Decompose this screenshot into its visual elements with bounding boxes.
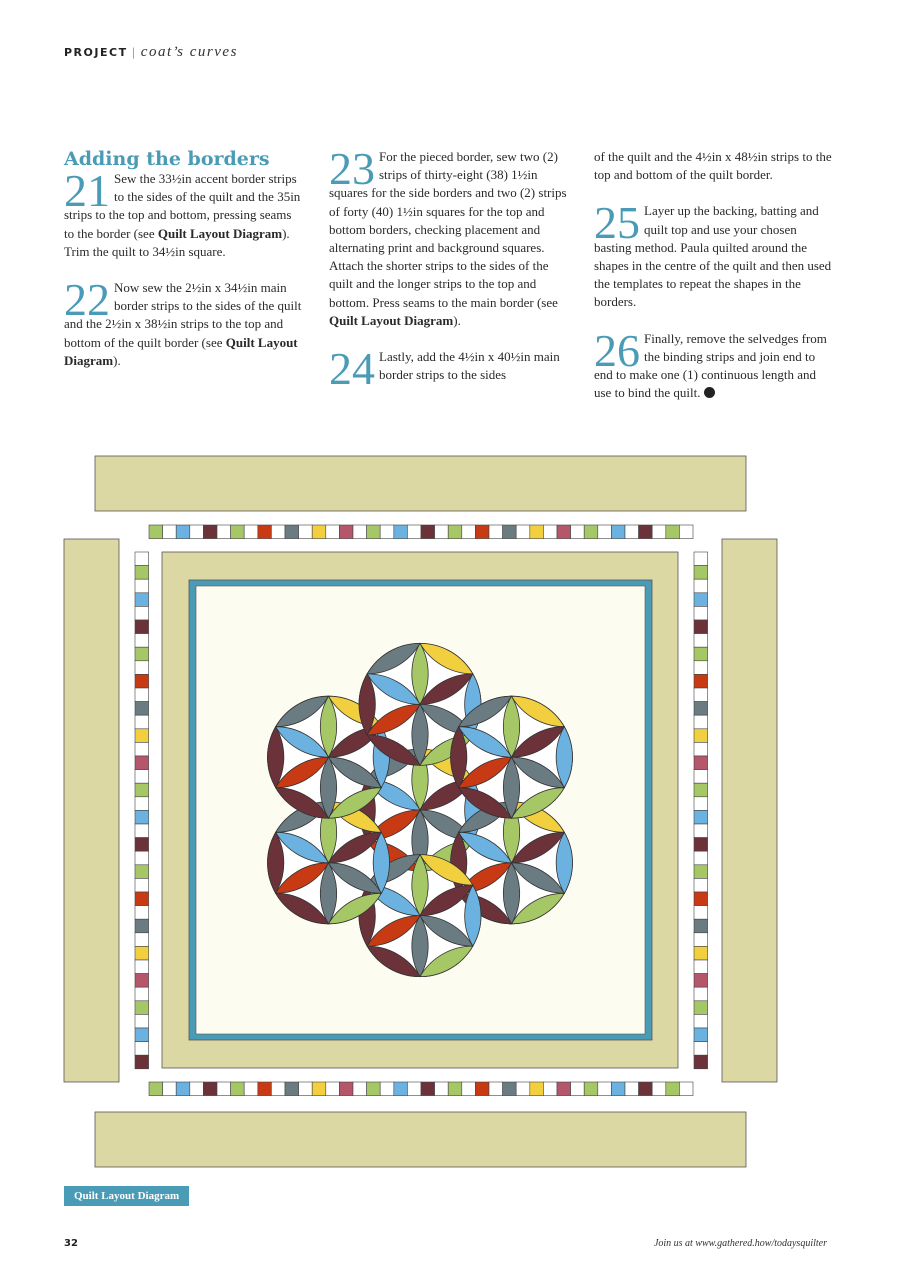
strip-square xyxy=(135,974,149,988)
strip-square xyxy=(694,919,708,933)
strip-square xyxy=(516,525,530,539)
strip-square xyxy=(694,974,708,988)
project-title: coat’s curves xyxy=(140,44,238,60)
strip-square xyxy=(694,552,708,566)
strip-square xyxy=(135,865,149,879)
strip-square xyxy=(135,878,149,892)
strip-square xyxy=(163,1082,177,1096)
strip-square xyxy=(694,1042,708,1056)
strip-square xyxy=(135,987,149,1001)
diagram-caption: Quilt Layout Diagram xyxy=(64,1186,189,1206)
strip-square xyxy=(271,1082,285,1096)
strip-square xyxy=(190,525,204,539)
strip-square xyxy=(694,674,708,688)
strip-square xyxy=(694,729,708,743)
step-text-end: ). xyxy=(453,312,461,328)
strip-square xyxy=(625,525,639,539)
strip-square xyxy=(503,525,517,539)
strip-square xyxy=(135,770,149,784)
strip-square xyxy=(557,1082,571,1096)
strip-square xyxy=(530,525,544,539)
strip-square xyxy=(694,620,708,634)
strip-square xyxy=(543,525,557,539)
strip-square xyxy=(625,1082,639,1096)
strip-square xyxy=(380,525,394,539)
column-1 xyxy=(64,148,304,388)
strip-square xyxy=(666,525,680,539)
strip-square xyxy=(176,1082,190,1096)
step-24-continued xyxy=(594,148,834,184)
strip-square xyxy=(694,960,708,974)
strip-square xyxy=(135,946,149,960)
strip-square xyxy=(584,1082,598,1096)
step-text: Lastly, add the 4½in x 40½in main border strips to the sides xyxy=(379,349,560,383)
strip-square xyxy=(694,606,708,620)
strip-square xyxy=(163,525,177,539)
strip-square xyxy=(694,797,708,811)
strip-square xyxy=(421,525,435,539)
step-number: 25 xyxy=(594,197,640,249)
strip-square xyxy=(231,525,245,539)
step-text-end: ). xyxy=(113,352,121,368)
strip-square xyxy=(694,838,708,852)
step-text: Finally, remove the selvedges from the binding strips and join end to end to make one (1) continuous length and use to bind the quilt. xyxy=(594,330,827,401)
step-number: 23 xyxy=(329,143,375,194)
strip-square xyxy=(339,525,353,539)
strip-square xyxy=(694,770,708,784)
footer-link: Join us at www.gathered.how/todaysquilter xyxy=(653,1238,827,1249)
strip-square xyxy=(435,1082,449,1096)
strip-square xyxy=(353,1082,367,1096)
diagram-reference: Quilt Layout Diagram xyxy=(64,334,298,368)
step-text: of the quilt and the 4½in x 48½in strips to the top and bottom of the quilt border. xyxy=(594,149,832,183)
strip-square xyxy=(299,1082,313,1096)
strip-square xyxy=(694,579,708,593)
strip-square xyxy=(435,525,449,539)
strip-square xyxy=(353,525,367,539)
strip-square xyxy=(135,756,149,770)
strip-square xyxy=(135,688,149,702)
strip-square xyxy=(694,661,708,675)
strip-square xyxy=(694,742,708,756)
strip-square xyxy=(694,688,708,702)
step-number: 21 xyxy=(64,165,110,216)
strip-square xyxy=(135,647,149,661)
strip-square xyxy=(394,1082,408,1096)
strip-square xyxy=(203,1082,217,1096)
strip-square xyxy=(571,525,585,539)
strip-square xyxy=(231,1082,245,1096)
strip-square xyxy=(516,1082,530,1096)
strip-square xyxy=(694,946,708,960)
strip-square xyxy=(176,525,190,539)
strip-square xyxy=(694,933,708,947)
strip-square xyxy=(135,606,149,620)
strip-square xyxy=(694,702,708,716)
strip-square xyxy=(258,525,272,539)
diagram-reference: Quilt Layout Diagram xyxy=(157,225,283,241)
running-header xyxy=(64,44,238,61)
strip-square xyxy=(203,525,217,539)
strip-square xyxy=(639,1082,653,1096)
strip-square xyxy=(448,1082,462,1096)
strip-square xyxy=(135,742,149,756)
strip-square xyxy=(135,674,149,688)
strip-square xyxy=(679,525,693,539)
strip-square xyxy=(611,1082,625,1096)
strip-square xyxy=(489,1082,503,1096)
strip-square xyxy=(394,525,408,539)
strip-square xyxy=(475,525,489,539)
strip-square xyxy=(339,1082,353,1096)
strip-square xyxy=(611,525,625,539)
strip-square xyxy=(598,1082,612,1096)
diagram-reference: Quilt Layout Diagram xyxy=(329,312,454,328)
strip-square xyxy=(694,892,708,906)
strip-square xyxy=(694,634,708,648)
step-text: Layer up the backing, batting and quilt top and use your chosen basting method. Paula quilted around the shapes in the centre of the quilt and then used the templates to repeat the shapes in the borders. xyxy=(594,203,832,310)
strip-square xyxy=(694,851,708,865)
strip-square xyxy=(135,593,149,607)
strip-square xyxy=(652,525,666,539)
strip-square xyxy=(135,729,149,743)
strip-square xyxy=(367,1082,381,1096)
step-text: Now sew the 2½in x 34½in main border strips to the sides of the quilt and the 2½in x 38½in strips to the top and bottom of the quilt border (see xyxy=(64,280,302,350)
strip-square xyxy=(407,525,421,539)
strip-square xyxy=(135,661,149,675)
strip-square xyxy=(694,810,708,824)
strip-square xyxy=(666,1082,680,1096)
strip-square xyxy=(421,1082,435,1096)
step-26 xyxy=(594,324,834,403)
strip-square xyxy=(543,1082,557,1096)
strip-square xyxy=(694,1028,708,1042)
strip-square xyxy=(367,525,381,539)
strip-square xyxy=(135,933,149,947)
strip-square xyxy=(135,851,149,865)
strip-square xyxy=(462,1082,476,1096)
strip-square xyxy=(135,1042,149,1056)
strip-square xyxy=(217,1082,231,1096)
step-number: 24 xyxy=(329,343,375,395)
strip-square xyxy=(694,824,708,838)
strip-square xyxy=(694,1014,708,1028)
step-number: 22 xyxy=(64,274,110,326)
strip-square xyxy=(312,1082,326,1096)
strip-square xyxy=(258,1082,272,1096)
strip-square xyxy=(135,838,149,852)
strip-square xyxy=(571,1082,585,1096)
strip-square xyxy=(135,1001,149,1015)
strip-square xyxy=(271,525,285,539)
strip-square xyxy=(135,702,149,716)
strip-square xyxy=(679,1082,693,1096)
strip-square xyxy=(135,552,149,566)
strip-square xyxy=(694,647,708,661)
step-text-end: ). Trim the quilt to 34½in square. xyxy=(64,225,290,259)
strip-square xyxy=(285,1082,299,1096)
right-outer-border xyxy=(722,539,777,1082)
strip-square xyxy=(694,783,708,797)
page-number: 32 xyxy=(64,1238,78,1249)
strip-square xyxy=(149,1082,163,1096)
strip-square xyxy=(326,1082,340,1096)
step-24 xyxy=(329,343,569,395)
strip-square xyxy=(135,1028,149,1042)
strip-square xyxy=(694,1055,708,1069)
strip-square xyxy=(135,634,149,648)
end-mark-icon xyxy=(704,387,715,398)
strip-square xyxy=(694,987,708,1001)
strip-square xyxy=(598,525,612,539)
strip-square xyxy=(190,1082,204,1096)
strip-square xyxy=(135,960,149,974)
strip-square xyxy=(312,525,326,539)
strip-square xyxy=(135,783,149,797)
section-label: PROJECT xyxy=(64,46,128,59)
step-text: Sew the 33½in accent border strips to the sides of the quilt and the 35in strips to the top and bottom, pressing seams to the border (see xyxy=(64,171,301,241)
step-text: For the pieced border, sew two (2) strips of thirty-eight (38) 1½in squares for the side borders and two (2) strips of forty (40) 1½in squares for the top and bottom borders, checking placement and alternating print and background squares. Attach the shorter strips to the sides of the quilt and the longer strips to the top and bottom. Press seams to the main border (see xyxy=(329,149,567,310)
strip-square xyxy=(135,566,149,580)
left-outer-border xyxy=(64,539,119,1082)
section-heading: Adding the borders xyxy=(64,148,270,170)
strip-square xyxy=(244,1082,258,1096)
strip-square xyxy=(149,525,163,539)
strip-square xyxy=(135,810,149,824)
strip-square xyxy=(652,1082,666,1096)
strip-square xyxy=(475,1082,489,1096)
strip-square xyxy=(135,620,149,634)
strip-square xyxy=(135,824,149,838)
step-number: 26 xyxy=(594,324,640,376)
strip-square xyxy=(407,1082,421,1096)
strip-square xyxy=(285,525,299,539)
strip-square xyxy=(694,865,708,879)
strip-square xyxy=(135,1055,149,1069)
strip-square xyxy=(694,878,708,892)
header-separator: | xyxy=(131,46,137,59)
strip-square xyxy=(462,525,476,539)
strip-square xyxy=(326,525,340,539)
strip-square xyxy=(135,892,149,906)
strip-square xyxy=(448,525,462,539)
strip-square xyxy=(135,919,149,933)
strip-square xyxy=(557,525,571,539)
strip-square xyxy=(489,525,503,539)
strip-square xyxy=(694,593,708,607)
strip-square xyxy=(694,1001,708,1015)
strip-square xyxy=(135,1014,149,1028)
strip-square xyxy=(135,579,149,593)
step-23 xyxy=(329,143,569,330)
strip-square xyxy=(584,525,598,539)
strip-square xyxy=(135,797,149,811)
step-21 xyxy=(64,165,304,261)
step-25 xyxy=(594,197,834,311)
top-outer-border xyxy=(95,456,746,511)
strip-square xyxy=(299,525,313,539)
strip-square xyxy=(380,1082,394,1096)
quilt-layout-diagram xyxy=(60,452,790,1172)
strip-square xyxy=(694,756,708,770)
strip-square xyxy=(503,1082,517,1096)
strip-square xyxy=(217,525,231,539)
column-2 xyxy=(329,143,569,402)
strip-square xyxy=(639,525,653,539)
column-3 xyxy=(594,148,834,420)
strip-square xyxy=(530,1082,544,1096)
strip-square xyxy=(694,906,708,920)
strip-square xyxy=(694,566,708,580)
step-22 xyxy=(64,274,304,370)
strip-square xyxy=(694,715,708,729)
bottom-outer-border xyxy=(95,1112,746,1167)
strip-square xyxy=(244,525,258,539)
strip-square xyxy=(135,906,149,920)
strip-square xyxy=(135,715,149,729)
